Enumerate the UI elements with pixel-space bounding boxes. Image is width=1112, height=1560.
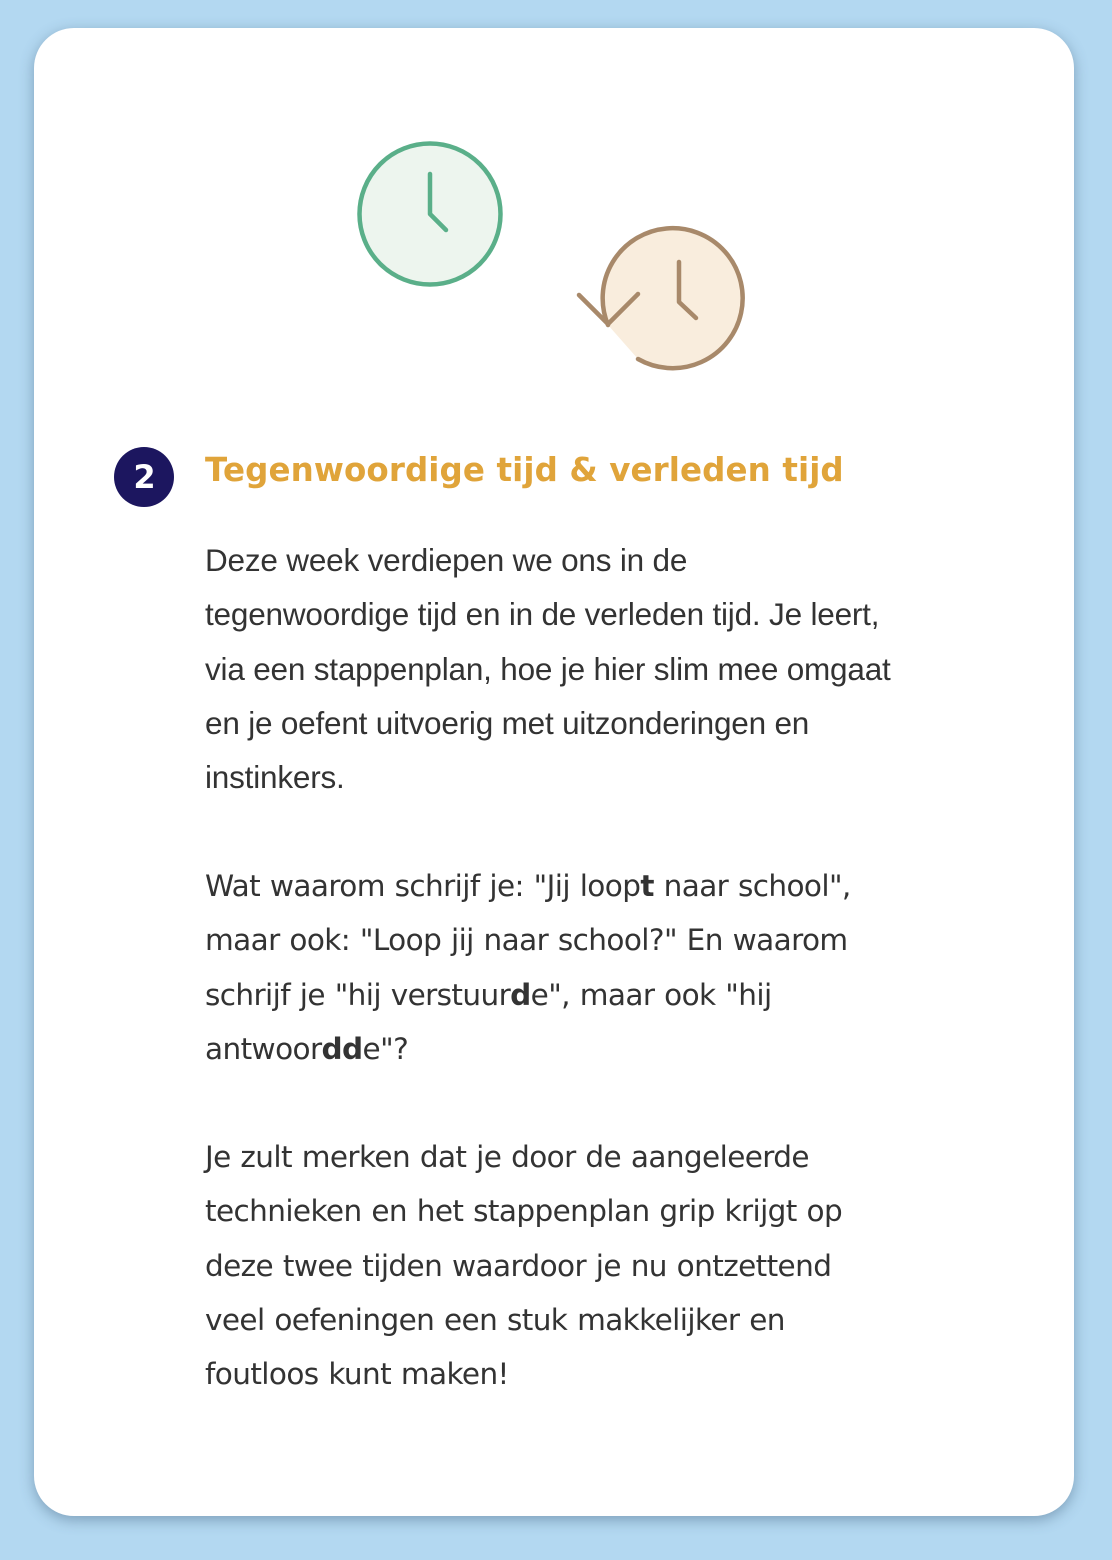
examples-paragraph [205,859,1005,1076]
text-line: Deze week verdiepen we ons in de [205,542,688,578]
text-line: instinkers. [205,759,345,796]
highlighted-letter: d [510,977,531,1012]
text-run: antwoor [205,1031,322,1066]
step-number-badge: 2 [114,447,174,507]
text-line: veel oefeningen een stuk makkelijker en [205,1302,785,1337]
text-line: technieken en het stappenplan grip krijgt op [205,1194,843,1229]
text-line: en je oefent uitvoerig met uitzonderingen en [205,704,810,741]
text-line: tegenwoordige tijd en in de verleden tijd. Je leert, [205,596,880,633]
text-line: Je zult merken dat je door de aangeleerde [205,1140,809,1174]
text-run: schrijf je "hij verstuur [205,977,511,1012]
intro-paragraph [205,533,1005,804]
text-line: maar ook: "Loop jij naar school?" En waarom [205,923,848,958]
text-line [205,1022,1005,1076]
text-run: Wat waarom schrijf je: "Jij loop [205,869,641,903]
text-run: e", maar ook "hij [530,977,772,1012]
section-title: Tegenwoordige tijd & verleden tijd [205,451,844,489]
highlighted-letter: t [640,869,654,903]
text-line: deze twee tijden waardoor je nu ontzettend [205,1248,832,1283]
text-line [205,859,1005,913]
text-line [205,968,1005,1022]
text-run: e"? [362,1031,409,1066]
conclusion-paragraph [205,1130,1005,1401]
text-line: via een stappenplan, hoe je hier slim mee omgaat [205,650,891,687]
highlighted-letter: dd [321,1031,363,1066]
text-line: foutloos kunt maken! [205,1357,509,1392]
text-run: naar school", [653,869,851,903]
